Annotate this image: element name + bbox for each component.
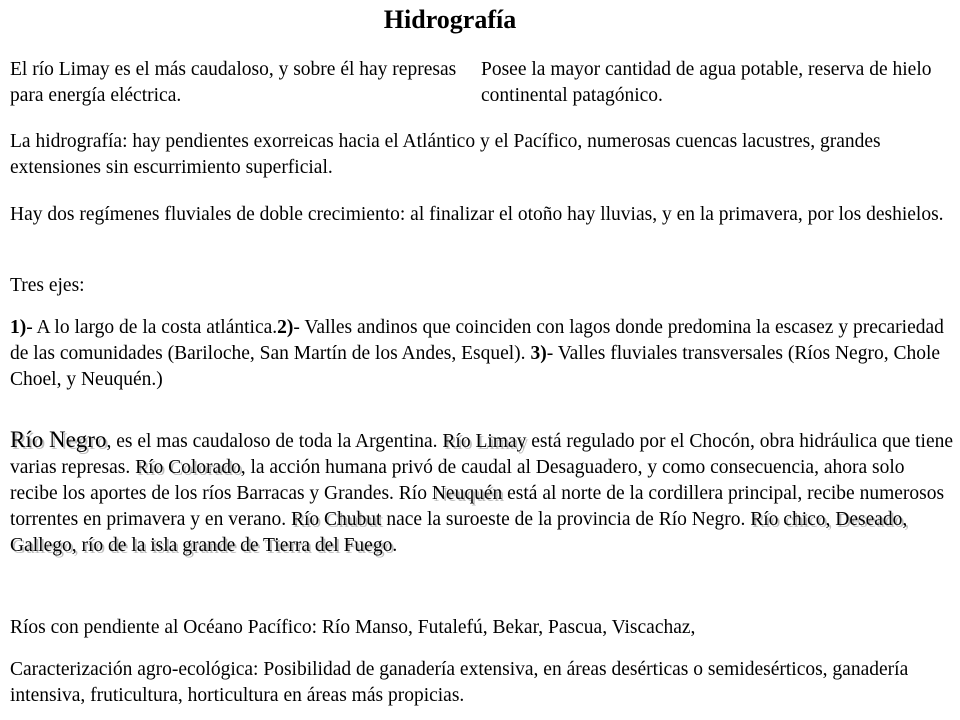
rios-sur-names: Río chico, Deseado, Gallego, río de la isla grande de Tierra del Fuego	[10, 509, 908, 556]
agua-column: Posee la mayor cantidad de agua potable, reserva de hielo continental patagónico.	[481, 59, 932, 106]
rios-text-4: está al norte de la cordillera principal, recibe numerosos torrentes en primavera y en verano.	[10, 483, 945, 530]
eje-3-number: 3)	[530, 343, 547, 364]
rio-colorado-name: Río Colorado	[135, 457, 241, 478]
tres-ejes-heading: Tres ejes:	[10, 275, 85, 296]
hidrografia-paragraph: La hidrografía: hay pendientes exorreicas hacia el Atlántico y el Pacífico, numerosas cuencas lacustres, grandes extensiones sin escurrimiento superficial.	[10, 131, 881, 178]
rios-text-2: está regulado por el Chocón, obra hidráulica que tiene varias represas.	[10, 431, 954, 478]
rios-paragraph	[10, 427, 955, 559]
agro-paragraph: Caracterización agro-ecológica: Posibilidad de ganadería extensiva, en áreas desérticas o semidesérticos, ganadería intensiva, fruticultura, horticultura en áreas más propicias.	[10, 659, 909, 706]
rios-text-5: nace la suroeste de la provincia de Río Negro.	[381, 509, 751, 530]
rios-text-1: , es el mas caudaloso de toda la Argentina.	[106, 431, 443, 452]
pacifico-paragraph: Ríos con pendiente al Océano Pacífico: Río Manso, Futalefú, Bekar, Pascua, Viscachaz,	[10, 617, 696, 638]
eje-1-number: 1)	[10, 317, 27, 338]
page-title: Hidrografía	[383, 5, 517, 34]
eje-3-text: - Valles fluviales transversales (Ríos Negro, Chole Choel, y Neuquén.)	[10, 343, 941, 390]
ejes-paragraph	[10, 315, 955, 393]
eje-2-number: 2)	[277, 317, 294, 338]
rio-negro-name: Río Negro	[10, 427, 107, 452]
eje-2-text: - Valles andinos que coinciden con lagos donde predomina la escasez y precariedad de las comunidades (Bariloche, San Martín de los Andes, Esquel).	[10, 317, 944, 364]
regimenes-paragraph: Hay dos regímenes fluviales de doble crecimiento: al finalizar el otoño hay lluvias, y en la primavera, por los deshielos.	[10, 204, 944, 225]
rios-text-6: .	[392, 535, 398, 556]
rios-text-3: , la acción humana privó de caudal al Desaguadero, y como consecuencia, ahora solo recibe los aportes de los ríos Barracas y Grandes. Río	[10, 457, 905, 504]
limay-column: El río Limay es el más caudaloso, y sobre él hay represas para energía eléctrica.	[10, 59, 457, 106]
eje-1-text: - A lo largo de la costa atlántica.	[26, 317, 278, 338]
rio-neuquen-name: Neuquén	[431, 483, 503, 504]
rio-chubut-name: Río Chubut	[291, 509, 382, 530]
rio-limay-name: Río Limay	[442, 431, 527, 452]
